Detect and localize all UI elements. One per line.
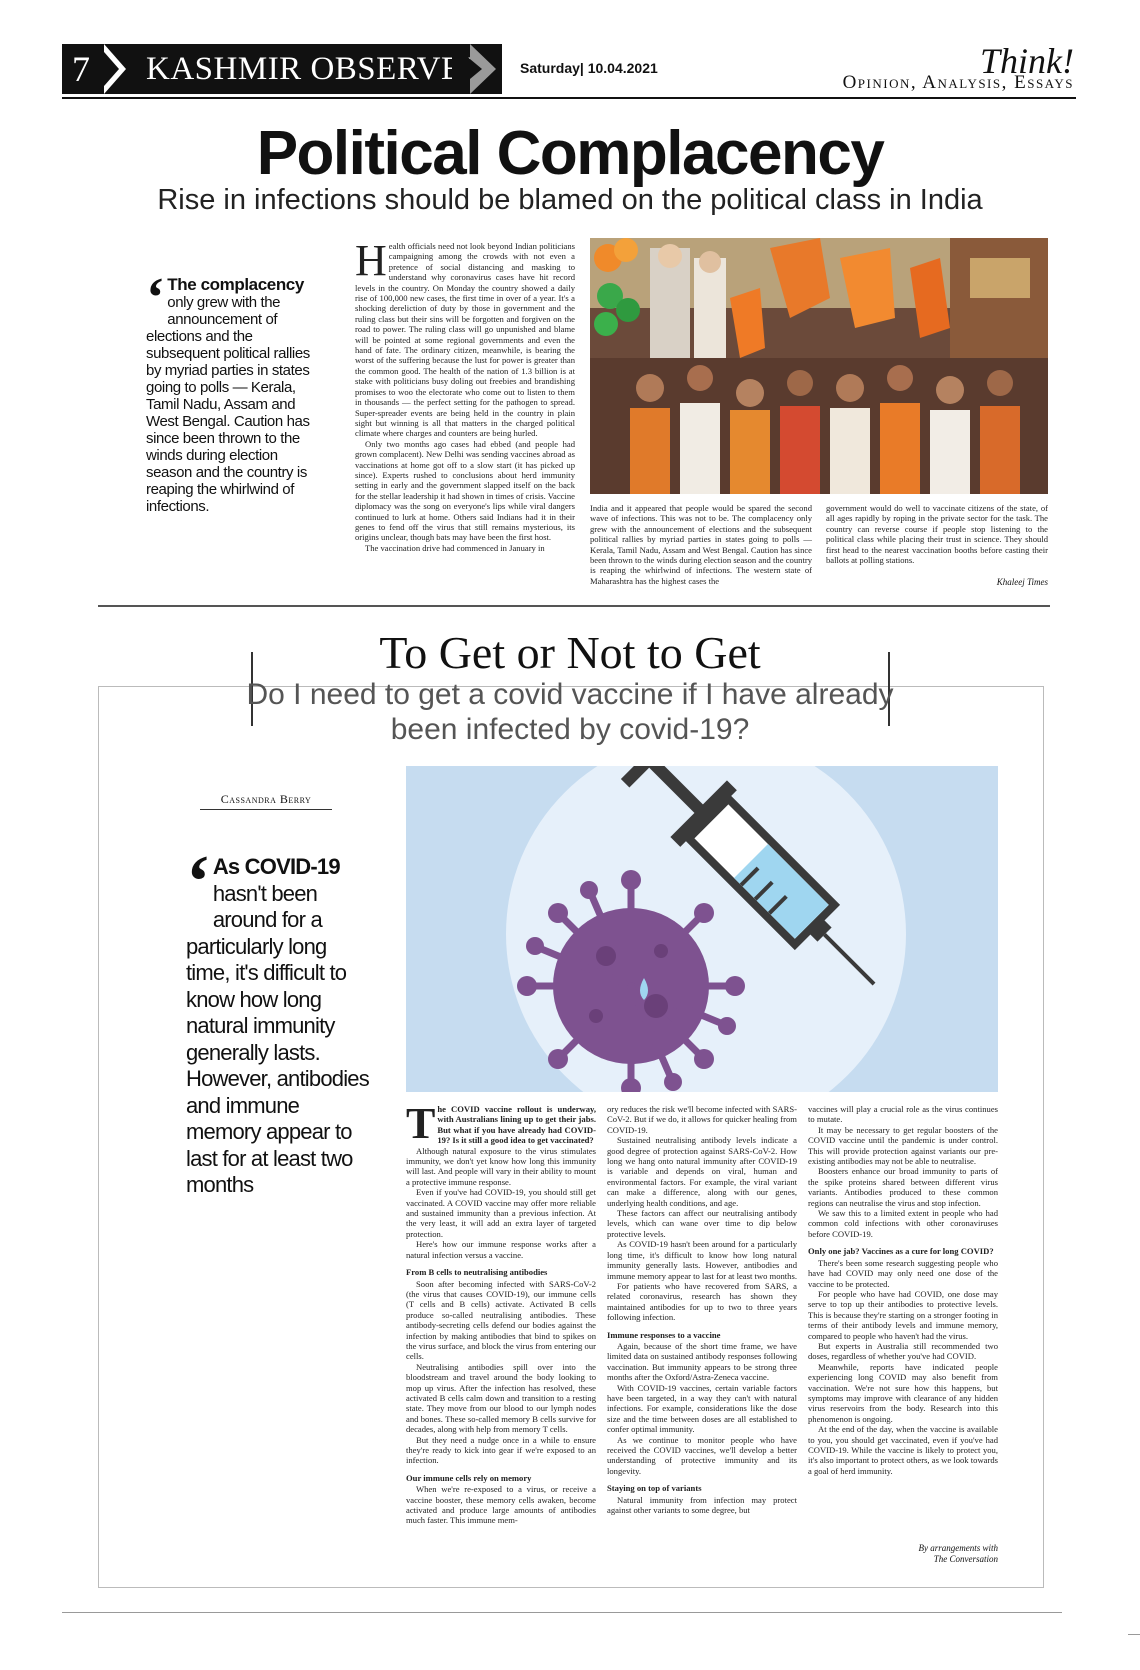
article2-column-3: [808, 1104, 998, 1540]
body-paragraph: For people who have had COVID, one dose may serve to top up their antibodies to protective levels. This is because they're starting on a stronger footing in terms of their antibody levels and immune memory, compared to people who haven't had the virus.: [808, 1288, 998, 1341]
body-paragraph: government would do well to vaccinate citizens of the state, of all ages rapidly by roping in the private sector for the task. The country can reverse course if people stop listening to the political class while placing their trust in science. They should first head to the nearest vaccination booths before casting their ballots at polling stations.: [826, 503, 1048, 566]
article2-subheadline: Do I need to get a covid vaccine if I have already been infected by covid-19?: [246, 678, 894, 746]
body-paragraph: India and it appeared that people would be spared the second wave of infections. This was not to be. The complacency only grew with the announcement of elections and the subsequent political rallies by myriad parties in states going to polls — Kerala, Tamil Nadu, Assam and West Bengal. Caution has since been thrown to the winds during election season and the country is reaping the whirlwind of infections. The western state of Maharashtra has the highest cases the: [590, 503, 812, 586]
body-paragraph: The vaccination drive had commenced in January in: [365, 542, 545, 553]
body-paragraph: ealth officials need not look beyond Indian politicians campaigning among the crowds with not even a pretence of social distancing and masking to understand why coronavirus cases have hit record levels in the country. On Monday the country showed a daily rise of 100,000 new cases, the first time in over of a year. It's a shocking dereliction of duty by those in government and the ruling class but their sins will be forgotten and forgiven on the road to power. The ruling class will go unpunished and blame will be pointed at some regional governments and even the hand of fate. The ordinary citizen, meanwhile, is bearing the worst of the suffering because the lust for power is greater than the common good. The health of the nation of 1.3 billion is at stake with politicians busy doling out freebies and brandishing promises to woo the electorate who come out to listen to them in thousands — the perfect setting for the pathogen to spread. Super-spreader events are being held in the country in plain sight but winning is all that matters in the charged political climate where charges and counters are being hurled.: [355, 241, 575, 439]
body-paragraph: It may be necessary to get regular boosters of the COVID vaccine until the pandemic is under control. This will provide protection against variants our pre-existing antibodies may not be able to neutralise.: [808, 1124, 998, 1167]
section-title: Opinion, Analysis, Essays: [842, 72, 1074, 93]
body-paragraph: But experts in Australia still recommended two doses, regardless of whether you've had COVID.: [808, 1340, 998, 1362]
body-paragraph: Even if you've had COVID-19, you should still get vaccinated. A COVID vaccine may offer more reliable and sustained immunity than a previous infection. At the very least, it will add an extra layer of targeted protection.: [406, 1187, 596, 1239]
body-paragraph: Natural immunity from infection may protect against other variants to some degree, but: [607, 1494, 797, 1516]
article1-column-2: [590, 503, 812, 589]
body-paragraph: Meanwhile, reports have indicated people experiencing long COVID may also benefit from vaccination. We're not sure how this happens, but symptoms may improve with clearance of any hidden virus reservoirs from the body. Research into this phenomenon is ongoing.: [808, 1361, 998, 1424]
body-paragraph: With COVID-19 vaccines, certain variable factors have been targeted, in a way they can't with natural infections. For example, considerations like the dose size and the time between doses are all established to confer optimal immunity.: [607, 1382, 797, 1435]
article1-subheadline: Rise in infections should be blamed on the political class in India: [157, 184, 983, 216]
issue-date: Saturday| 10.04.2021: [520, 60, 658, 76]
section-logo-think: Think!: [980, 41, 1074, 81]
body-paragraph: As we continue to monitor people who have received the COVID vaccines, we'll develop a better understanding of protective immunity and its longevity.: [607, 1434, 797, 1476]
body-paragraph: But they need a nudge once in a while to ensure they're ready to kick into gear if we're exposed to an infection.: [406, 1434, 596, 1466]
quote-mark-icon: ‘: [146, 267, 165, 329]
body-paragraph: Soon after becoming infected with SARS-CoV-2 (the virus that causes COVID-19), our immune cells (T cells and B cells) activate. Activated B cells produce so-called neutralising antibodies. These antibody-secreting cells defend our bodies against the infection by making antibodies that bind to spikes on the virus surface, and block the virus from entering our cells.: [406, 1278, 596, 1362]
body-paragraph: Boosters enhance our broad immunity to parts of the spike proteins shared between different virus variants. Antibodies produced to these common regions can neutralise the virus and stop infection.: [808, 1166, 998, 1208]
article-separator: [98, 605, 1050, 607]
body-paragraph: These factors can affect our neutralising antibody levels, which can wane over time to dip below protective levels.: [607, 1208, 797, 1239]
article2-column-1: [406, 1104, 596, 1564]
body-paragraph: Here's how our immune response works after a natural infection versus a vaccine.: [406, 1239, 596, 1260]
body-paragraph: Only two months ago cases had ebbed (and people had grown complacent). New Delhi was sending vaccines abroad as vaccinations at home got off to a slow start (it has picked up since). Experts rushed to conclusions about herd immunity setting in early and the government slapped itself on the back for the stellar leadership it had shown in times of crisis. Vaccine diplomacy was the song on everyone's lips while viral dangers continued to lurk at home. Others said Indians had it in their genes to fend off the virus that still remains mysterious, its origins unclear, though bats may have been the first host.: [355, 438, 575, 543]
election-rally-crowd-photo: [590, 238, 1048, 494]
body-paragraph: ory reduces the risk we'll become infected with SARS-CoV-2. But if we do, it allows for quicker healing from COVID-19.: [607, 1104, 797, 1135]
subhead: From B cells to neutralising antibodies: [406, 1267, 548, 1278]
body-paragraph: Sustained neutralising antibody levels indicate a good degree of protection against SARS-CoV-2. How long we hang onto natural immunity after COVID-19 is variable and depends on viral, human and environmental factors. For example, the viral variant can make a difference, along with our genes, underlying health conditions, and age.: [607, 1135, 797, 1208]
corner-mark: [1128, 1634, 1140, 1635]
subhead: Staying on top of variants: [607, 1483, 702, 1494]
article2-column-2: [607, 1104, 797, 1564]
body-paragraph: We saw this to a limited extent in people who had common cold infections with other coronaviruses before COVID-19.: [808, 1208, 998, 1239]
body-paragraph: Again, because of the short time frame, we have limited data on sustained antibody responses following vaccination. But immunity appears to be strong three months after the Oxford/Astra-Zeneca vaccine.: [607, 1340, 797, 1383]
byline: Cassandra Berry: [200, 792, 332, 810]
body-paragraph: There's been some research suggesting people who have had COVID may only need one dose of the vaccine to be protected.: [808, 1257, 998, 1289]
pull-quote-text: hasn't been around for a particularly long time, it's difficult to know how long natural immunity generally lasts. However, antibodies and immune memory appear to last for at least two months: [186, 880, 369, 1197]
article1-pull-quote: [146, 267, 321, 515]
footer-rule: [62, 1612, 1062, 1613]
pull-quote-lead: The complacency: [167, 275, 304, 294]
body-paragraph: Although natural exposure to the virus stimulates immunity, we don't yet know how long this immunity will last. And people will vary in their ability to mount a protective immune response.: [406, 1145, 596, 1187]
credit-line: By arrangements with: [918, 1543, 998, 1553]
drop-cap: T: [406, 1104, 436, 1148]
body-paragraph: As COVID-19 hasn't been around for a particularly long time, it's difficult to know how long natural immunity generally lasts. However, antibodies and immune memory appear to last for at least two months.: [607, 1239, 797, 1281]
subhead: Only one jab? Vaccines as a cure for long COVID?: [808, 1246, 994, 1257]
publication-name: KASHMIR OBSERVER: [146, 51, 485, 87]
article1-headline: Political Complacency: [256, 119, 884, 188]
body-paragraph: Neutralising antibodies spill over into the bloodstream and travel around the body looking to mop up virus. After the infection has resolved, these activated B cells calm down and transition to a resting state. They move from our blood to our lymph nodes and bones. These so-called memory B cells survive for decades, along with help from memory T cells.: [406, 1361, 596, 1435]
masthead-arrow-icon: [452, 44, 482, 94]
chevron-inner-icon: [97, 44, 119, 94]
quote-mark-icon: ‘: [186, 841, 210, 923]
body-paragraph: vaccines will play a crucial role as the virus continues to mutate.: [808, 1104, 998, 1125]
article1-credit: Khaleej Times: [996, 577, 1048, 587]
article2-credit: [870, 1543, 998, 1565]
intro-bold-text: he COVID vaccine rollout is underway, with Australians lining up to get their jabs. But what if you have already had COVID-19? Is it still a good idea to get vaccinated?: [437, 1104, 596, 1146]
article2-pull-quote: [186, 841, 370, 1199]
article1-column-3: [826, 503, 1048, 573]
body-paragraph: When we're re-exposed to a virus, or receive a vaccine booster, these memory cells awaken, become activated and produce large amounts of antibodies much faster. This immune mem-: [406, 1484, 596, 1526]
drop-cap: H: [355, 241, 387, 285]
subhead: Our immune cells rely on memory: [406, 1472, 532, 1483]
body-paragraph: At the end of the day, when the vaccine is available to you, you should get vaccinated, even if you've had COVID-19. While the vaccine is likely to protect you, it's also important to protect others, as we look towards a goal of herd immunity.: [808, 1424, 998, 1476]
syringe-virus-illustration: [406, 766, 998, 1092]
credit-source: The Conversation: [933, 1554, 998, 1564]
pull-quote-lead: As COVID-19: [212, 854, 340, 879]
page-number: 7: [72, 49, 90, 89]
article1-column-1: [355, 241, 575, 587]
article2-headline: To Get or Not to Get: [379, 627, 761, 678]
body-paragraph: For patients who have recovered from SARS, a related coronavirus, research has shown they maintained antibodies for up to two to three years following infection.: [607, 1280, 797, 1323]
masthead-rule: [62, 97, 1076, 99]
pull-quote-text: only grew with the announcement of elections and the subsequent political rallies by myriad parties in states going to polls — Kerala, Tamil Nadu, Assam and West Bengal. Caution has since been thrown to the winds during election season and the country is reaping the whirlwind of infections.: [146, 294, 310, 515]
subhead: Immune responses to a vaccine: [607, 1329, 721, 1340]
